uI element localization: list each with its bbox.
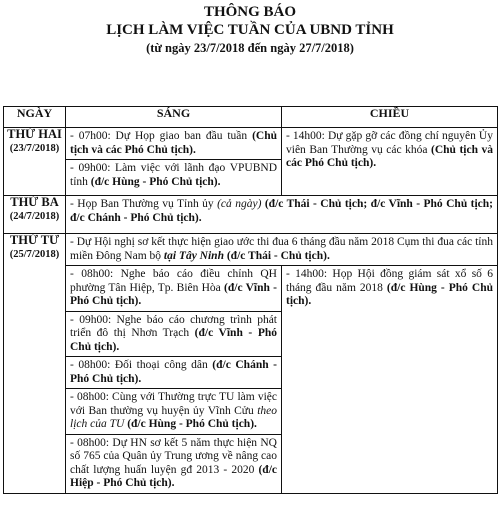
item-text: - 07h00: Dự Họp giao ban đầu tuần [70, 130, 253, 142]
table-row [4, 128, 498, 196]
morning-cell [66, 266, 282, 494]
day-cell [4, 234, 66, 494]
schedule-item [66, 388, 281, 434]
day-name: THỨ BA [10, 195, 59, 209]
full-day-cell [66, 196, 498, 234]
col-header-day: NGÀY [4, 107, 66, 128]
afternoon-cell [282, 128, 498, 196]
schedule-item [66, 234, 497, 265]
item-attendees: (đ/c Hùng - Phó Chủ tịch). [124, 418, 257, 430]
item-text: - 08h00: Dự HN sơ kết 5 năm thực hiện NQ số 765 của Quân ủy Trung ương về nâng cao chất lượng huấn luyện gđ 2013 - 2020 [70, 436, 277, 476]
schedule-item [66, 128, 281, 159]
schedule-table [3, 106, 498, 494]
item-attendees: (đ/c Hiệp - Phó Chủ tịch). [70, 463, 277, 489]
item-text: - Họp Ban Thường vụ Tỉnh ủy [70, 198, 218, 210]
day-name: THỨ TƯ [9, 233, 60, 247]
item-text: - 09h00: Làm việc với lãnh đạo VPUBND tỉnh [70, 162, 277, 188]
day-cell [4, 196, 66, 234]
document-title: THÔNG BÁO [203, 4, 297, 20]
item-text: - 08h00: Đối thoại công dân [70, 359, 213, 371]
item-attendees: (Chủ tịch và các Phó Chủ tịch). [286, 143, 494, 169]
item-text: - Dự Hội nghị sơ kết thực hiện giao ước thi đua 6 tháng đầu năm 2018 Cụm thi đua các tỉnh miền Đông Nam bộ [70, 236, 493, 262]
date-range: (từ ngày 23/7/2018 đến ngày 27/7/2018) [146, 41, 354, 55]
header-row [4, 107, 498, 128]
item-note: tại Tây Ninh [163, 249, 224, 262]
item-text: - 08h00: Nghe báo cáo điều chỉnh QH phường Tân Hiệp, Tp. Biên Hòa [70, 268, 277, 294]
schedule-item [282, 128, 497, 173]
day-cell [4, 128, 66, 196]
full-day-cell [66, 234, 498, 266]
item-text: - 09h00: Nghe báo cáo chương trình phát triển đô thị Nhơn Trạch [70, 313, 277, 339]
day-date: (25/7/2018) [9, 248, 60, 260]
day-date: (23/7/2018) [9, 142, 60, 154]
schedule-item [66, 311, 281, 357]
table-row [4, 196, 498, 234]
col-header-morning: SÁNG [66, 107, 282, 128]
item-attendees: (đ/c Thái - Chủ tịch). [223, 249, 330, 262]
table-row [4, 234, 498, 266]
table-row [4, 266, 498, 494]
item-attendees: (đ/c Vĩnh - Phó Chủ tịch). [70, 327, 277, 353]
item-note: (cả ngày) [217, 198, 262, 210]
day-name: THỨ HAI [7, 127, 62, 141]
afternoon-cell [282, 266, 498, 494]
item-text: - 14h00: Dự gặp gỡ các đồng chí nguyên Ủy viên Ban Thường vụ các khóa [286, 130, 493, 156]
item-attendees: (đ/c Chánh - Phó Chủ tịch). [70, 359, 277, 385]
schedule-item [66, 159, 281, 191]
item-note: theo lịch của TU [70, 404, 277, 430]
schedule-item [66, 266, 281, 311]
document-subtitle: LỊCH LÀM VIỆC TUẦN CỦA UBND TỈNH [106, 22, 394, 38]
item-attendees: (đ/c Thái - Chủ tịch; đ/c Vĩnh - Phó Chủ tịch; đ/c Chánh - Phó Chủ tịch). [70, 198, 494, 224]
schedule-item [66, 196, 497, 227]
morning-cell [66, 128, 282, 196]
col-header-afternoon: CHIỀU [282, 107, 498, 128]
item-text: - 14h00: Họp Hội đồng giám sát xổ số 6 tháng đầu năm 2018 [286, 268, 493, 294]
document-header [0, 0, 500, 56]
schedule-item [282, 266, 497, 311]
item-attendees: (Chủ tịch và các Phó Chủ tịch). [70, 130, 277, 156]
item-text: - 08h00: Cùng với Thường trực TU làm việc với Ban thường vụ huyện ủy Vĩnh Cửu [70, 391, 277, 417]
schedule-item [66, 356, 281, 388]
item-attendees: (đ/c Vĩnh - Phó Chủ tịch). [70, 281, 277, 307]
item-attendees: (đ/c Hùng - Phó Chủ tịch). [90, 175, 221, 188]
item-attendees: (đ/c Hùng - Phó Chủ tịch). [286, 281, 493, 307]
day-date: (24/7/2018) [9, 210, 60, 222]
schedule-item [66, 434, 281, 493]
